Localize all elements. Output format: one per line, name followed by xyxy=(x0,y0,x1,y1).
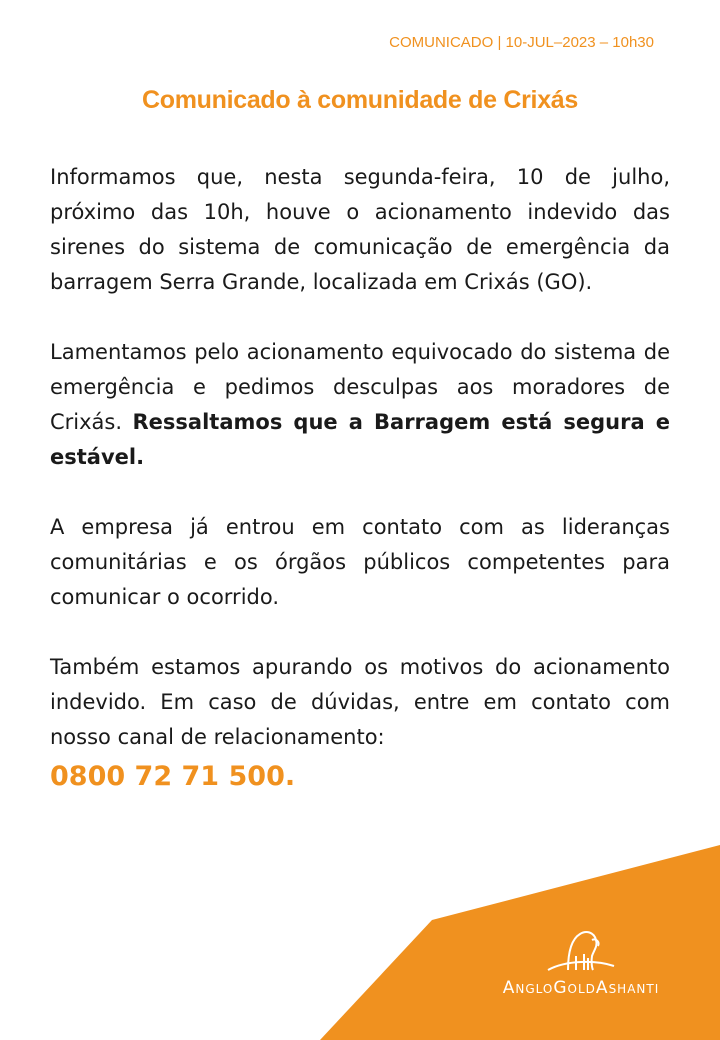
logo-wordmark: ANGLOGOLDASHANTI xyxy=(502,978,660,998)
paragraph-2-text: Lamentamos pelo acionamento equivocado do sistema de emergência e pedimos desculpas aos moradores de Crixás. xyxy=(50,340,670,434)
paragraph-4-text: Também estamos apurando os motivos do acionamento indevido. Em caso de dúvidas, entre em contato com nosso canal de relacionamento: xyxy=(50,655,670,749)
page-title: Comunicado à comunidade de Crixás xyxy=(141,86,579,114)
paragraph-3: A empresa já entrou em contato com as lideranças comunitárias e os órgãos públicos competentes para comunicar o ocorrido. xyxy=(50,515,670,609)
document-header-meta: COMUNICADO | 10-JUL–2023 – 10h30 xyxy=(389,34,654,51)
paragraph-2-emphasis: Ressaltamos que a Barragem está segura e estável. xyxy=(50,410,670,469)
paragraph-1: Informamos que, nesta segunda-feira, 10 de julho, próximo das 10h, houve o acionamento indevido das sirenes do sistema de comunicação de emergência da barragem Serra Grande, localizada em Crixás (GO). xyxy=(50,165,670,294)
company-logo xyxy=(466,926,696,998)
phone-number: 0800 72 71 500. xyxy=(50,761,296,792)
elephant-icon xyxy=(546,926,616,974)
